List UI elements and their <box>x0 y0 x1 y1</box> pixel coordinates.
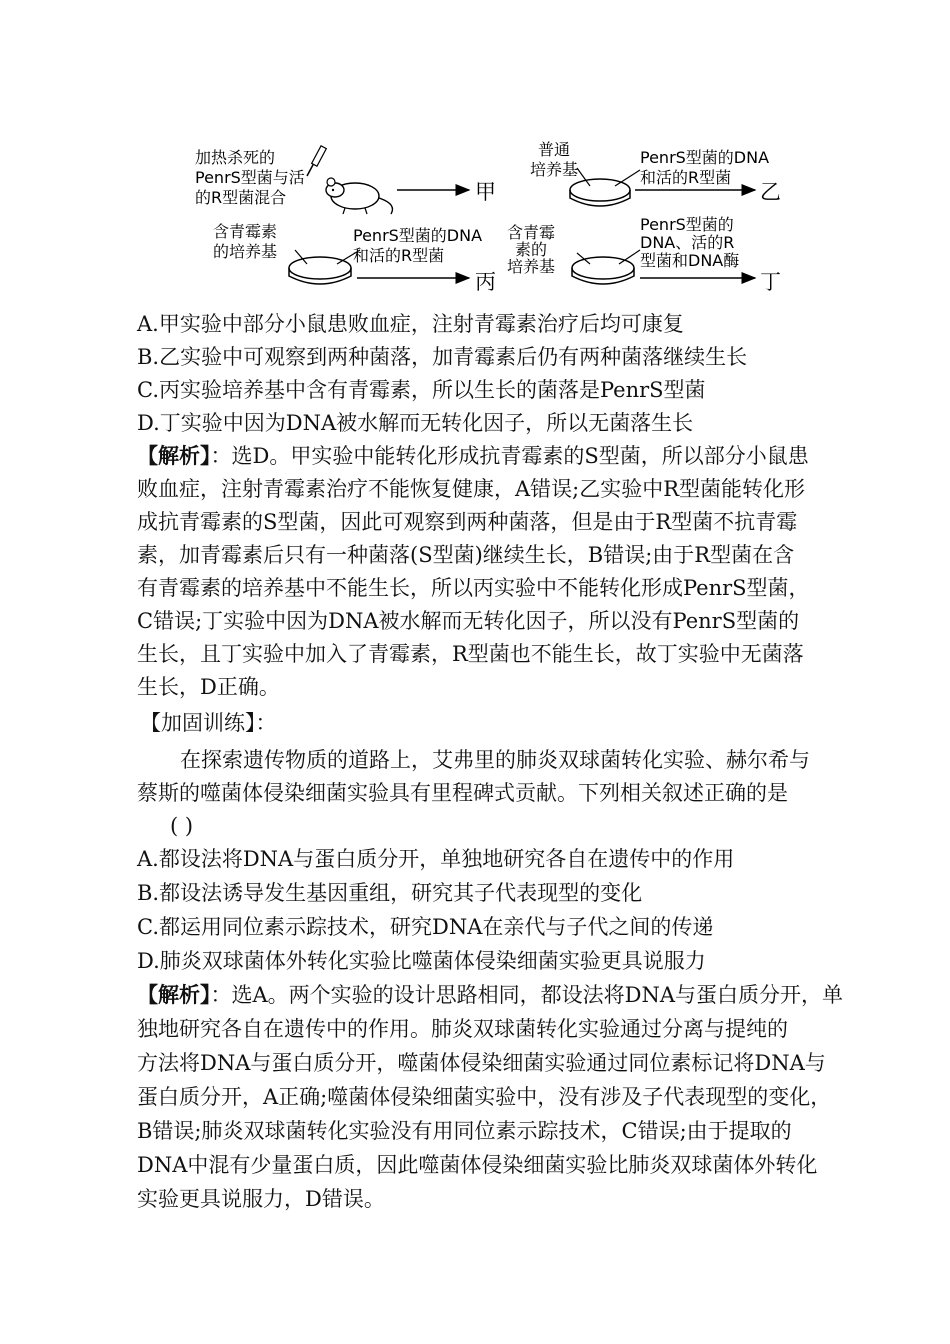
result-bing: 丙 <box>475 270 496 294</box>
q1-analysis-line: 生长，D正确。 <box>137 675 280 699</box>
label-line: 含青霉素 <box>213 222 278 241</box>
label-line: 素的 <box>515 240 548 259</box>
q1-analysis-line: 素，加青霉素后只有一种菌落(S型菌)继续生长，B错误;由于R型菌在含 <box>137 543 795 567</box>
petri-dish-ding <box>572 250 640 284</box>
syringe-icon <box>307 146 326 176</box>
practice-option-d: D.肺炎双球菌体外转化实验比噬菌体侵染细菌实验更具说服力 <box>137 949 706 973</box>
label-line: DNA、活的R <box>640 233 735 252</box>
petri-dish-yi <box>570 168 640 206</box>
q1-option-b: B.乙实验中可观察到两种菌落，加青霉素后仍有两种菌落继续生长 <box>137 345 748 369</box>
label-bing-medium <box>213 222 277 262</box>
practice-analysis-text: ：选A。两个实验的设计思路相同，都设法将DNA与蛋白质分开，单 <box>210 983 844 1007</box>
label-yi-contents <box>640 148 769 188</box>
practice-analysis-line: DNA中混有少量蛋白质，因此噬菌体侵染细菌实验比肺炎双球菌体外转化 <box>137 1153 818 1177</box>
practice-option-b: B.都设法诱导发生基因重组，研究其子代表现型的变化 <box>137 881 643 905</box>
q1-option-c: C.丙实验培养基中含有青霉素，所以生长的菌落是PenrS型菌 <box>137 378 706 402</box>
label-line: 培养基 <box>507 257 556 276</box>
label-jia-treatment <box>195 148 305 208</box>
label-line: 的R型菌混合 <box>195 188 287 207</box>
q1-analysis-line: 成抗青霉素的S型菌，因此可观察到两种菌落，但是由于R型菌不抗青霉 <box>137 510 798 534</box>
practice-analysis-line <box>137 979 843 1012</box>
practice-analysis-line: 实验更具说服力，D错误。 <box>137 1187 385 1211</box>
practice-heading: 【加固训练】： <box>140 711 277 735</box>
q1-analysis-text: ：选D。甲实验中能转化形成抗青霉素的S型菌，所以部分小鼠患 <box>210 444 809 468</box>
q1-analysis-line: C错误;丁实验中因为DNA被水解而无转化因子，所以没有PenrS型菌的 <box>137 609 800 633</box>
q1-analysis-line <box>137 440 809 473</box>
practice-analysis-line: 方法将DNA与蛋白质分开，噬菌体侵染细菌实验通过同位素标记将DNA与 <box>137 1051 826 1075</box>
label-line: PenrS型菌的 <box>640 215 734 234</box>
q1-option-d: D.丁实验中因为DNA被水解而无转化因子，所以无菌落生长 <box>137 411 694 435</box>
label-ding-contents <box>640 216 739 270</box>
mouse-icon <box>326 178 393 214</box>
practice-option-c: C.都运用同位素示踪技术，研究DNA在亲代与子代之间的传递 <box>137 915 714 939</box>
practice-option-a: A.都设法将DNA与蛋白质分开，单独地研究各自在遗传中的作用 <box>137 847 735 871</box>
label-line: 培养基 <box>530 160 579 179</box>
label-line: 和活的R型菌 <box>640 168 732 187</box>
q1-analysis-line: 生长，且丁实验中加入了青霉素，R型菌也不能生长，故丁实验中无菌落 <box>137 642 804 666</box>
practice-stem-line: 蔡斯的噬菌体侵染细菌实验具有里程碑式贡献。下列相关叙述正确的是 <box>137 781 788 805</box>
q1-analysis-line: 败血症，注射青霉素治疗不能恢复健康，A错误;乙实验中R型菌能转化形 <box>137 477 806 501</box>
label-line: 的培养基 <box>213 242 278 261</box>
label-line: 和活的R型菌 <box>353 246 445 265</box>
result-ding: 丁 <box>760 270 781 294</box>
experiment-figure <box>185 138 785 303</box>
practice-analysis-line: 独地研究各自在遗传中的作用。肺炎双球菌转化实验通过分离与提纯的 <box>137 1017 788 1041</box>
result-yi: 乙 <box>760 180 781 204</box>
practice-analysis-line: 蛋白质分开，A正确;噬菌体侵染细菌实验中，没有涉及子代表现型的变化， <box>137 1085 832 1109</box>
answer-blank: ( ) <box>170 814 194 838</box>
q1-analysis-heading: 【解析】 <box>137 444 211 468</box>
practice-analysis-line: B错误;肺炎双球菌转化实验没有用同位素示踪技术，C错误;由于提取的 <box>137 1119 792 1143</box>
label-line: 型菌和DNA酶 <box>640 251 740 270</box>
label-line: 普通 <box>538 140 571 159</box>
result-jia: 甲 <box>475 180 496 204</box>
petri-dish-bing <box>289 250 360 284</box>
label-ding-medium <box>507 224 555 275</box>
practice-analysis-heading: 【解析】 <box>137 983 211 1007</box>
label-bing-contents <box>353 226 482 266</box>
label-line: 加热杀死的 <box>195 148 276 167</box>
label-line: PenrS型菌与活 <box>195 168 305 187</box>
label-line: PenrS型菌的DNA <box>353 226 483 245</box>
q1-analysis-line: 有青霉素的培养基中不能生长，所以丙实验中不能转化形成PenrS型菌， <box>137 576 810 600</box>
q1-option-a: A.甲实验中部分小鼠患败血症，注射青霉素治疗后均可康复 <box>137 312 684 336</box>
label-line: 含青霉 <box>507 223 556 242</box>
practice-stem-line: 在探索遗传物质的道路上，艾弗里的肺炎双球菌转化实验、赫尔希与 <box>180 748 810 772</box>
label-yi-medium <box>530 140 578 180</box>
label-line: PenrS型菌的DNA <box>640 148 770 167</box>
